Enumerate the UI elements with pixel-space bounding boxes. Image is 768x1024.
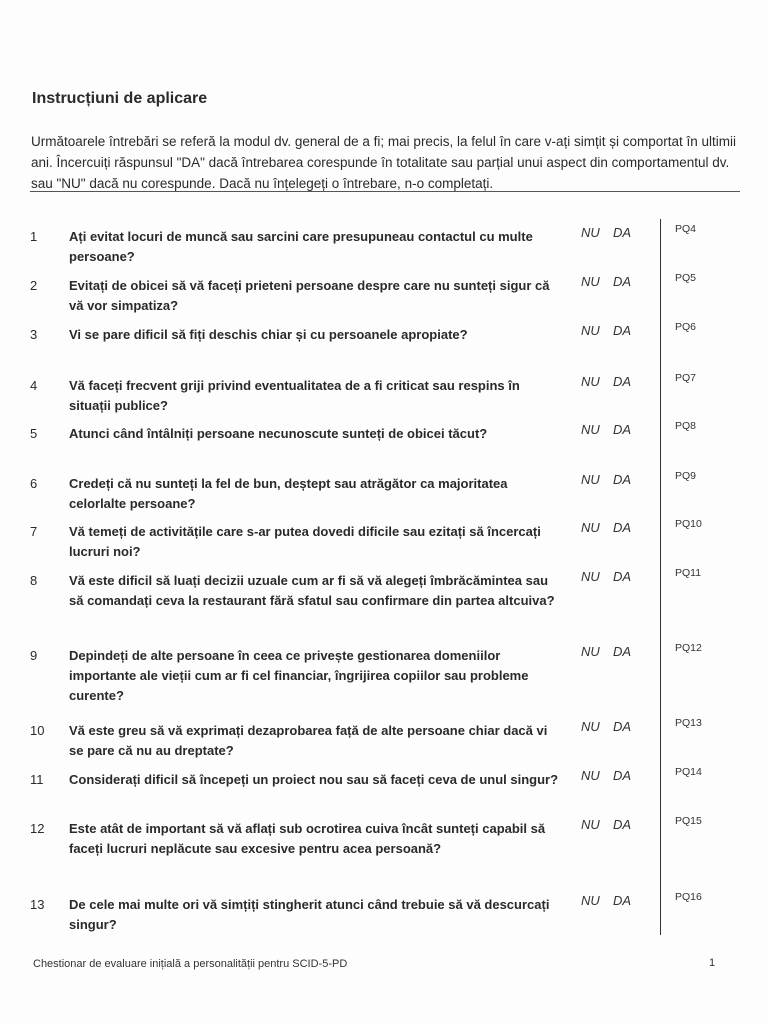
answer-nu[interactable]: NU [581, 719, 600, 734]
question-text: Vă este greu să vă exprimați dezaprobarea față de alte persoane chiar dacă vi se pare că nu au dreptate? [69, 723, 548, 758]
answer-nu[interactable]: NU [581, 644, 600, 659]
question-number: 8 [30, 573, 38, 588]
answer-nu[interactable]: NU [581, 569, 600, 584]
question-text: Evitați de obicei să vă faceți prieteni persoane despre care nu sunteți sigur că vă vor simpatiza? [69, 278, 550, 313]
question-number: 7 [30, 524, 38, 539]
answer-da[interactable]: DA [613, 893, 632, 908]
page-title: Instrucțiuni de aplicare [32, 90, 208, 107]
answer-nu[interactable]: NU [581, 893, 600, 908]
question-number: 11 [30, 772, 44, 787]
question-text: Vă temeți de activitățile care s-ar putea dovedi dificile sau ezitați să încercați lucruri noi? [69, 524, 541, 559]
answer-da[interactable]: DA [613, 472, 632, 487]
answer-da[interactable]: DA [613, 274, 632, 289]
answer-nu[interactable]: NU [581, 323, 600, 338]
question-text: Vi se pare dificil să fiți deschis chiar și cu persoanele apropiate? [69, 327, 468, 342]
question-code: PQ15 [675, 815, 702, 827]
question-number: 10 [30, 723, 45, 738]
question-number: 1 [30, 229, 38, 244]
question-code: PQ8 [675, 420, 697, 432]
question-code: PQ11 [675, 567, 702, 579]
question-code: PQ13 [675, 717, 702, 729]
footer-text: Chestionar de evaluare inițială a personalității pentru SCID-5-PD [33, 958, 348, 970]
question-text: Depindeți de alte persoane în ceea ce privește gestionarea domeniilor importante ale vieții cum ar fi cel financiar, îngrijirea copiilor sau probleme curente? [69, 648, 529, 703]
answer-nu[interactable]: NU [581, 472, 600, 487]
question-text: Credeți că nu sunteți la fel de bun, deștept sau atrăgător ca majoritatea celorlalte persoane? [69, 476, 508, 511]
answer-da[interactable]: DA [613, 817, 632, 832]
question-text: Vă faceți frecvent griji privind eventualitatea de a fi criticat sau respins în situații publice? [69, 378, 520, 413]
page-number: 1 [709, 957, 716, 969]
question-text: Ați evitat locuri de muncă sau sarcini care presupuneau contactul cu multe persoane? [69, 229, 533, 264]
answer-da[interactable]: DA [613, 719, 632, 734]
answer-da[interactable]: DA [613, 323, 632, 338]
header-divider [30, 191, 740, 192]
answer-da[interactable]: DA [613, 569, 632, 584]
question-number: 13 [30, 897, 45, 912]
question-code: PQ14 [675, 766, 702, 778]
code-column-divider [660, 219, 661, 935]
answer-nu[interactable]: NU [581, 768, 600, 783]
question-code: PQ6 [675, 321, 697, 333]
answer-nu[interactable]: NU [581, 374, 600, 389]
question-code: PQ7 [675, 372, 697, 384]
question-code: PQ16 [675, 891, 702, 903]
question-code: PQ9 [675, 470, 697, 482]
question-text: De cele mai multe ori vă simțiți stingherit atunci când trebuie să vă descurcați singur? [69, 897, 550, 932]
question-code: PQ5 [675, 272, 697, 284]
question-number: 6 [30, 476, 38, 491]
answer-da[interactable]: DA [613, 374, 632, 389]
answer-da[interactable]: DA [613, 520, 632, 535]
answer-da[interactable]: DA [613, 768, 632, 783]
question-number: 12 [30, 821, 45, 836]
question-text: Atunci când întâlniți persoane necunoscute sunteți de obicei tăcut? [69, 426, 488, 441]
question-text: Este atât de important să vă aflați sub ocrotirea cuiva încât sunteți capabil să faceți lucruri neplăcute sau excesive pentru acea persoană? [69, 821, 546, 856]
answer-nu[interactable]: NU [581, 520, 600, 535]
question-text: Vă este dificil să luați decizii uzuale cum ar fi să vă alegeți îmbrăcămintea sau să comandați ceva la restaurant fără sfatul sau confirmare din partea altcuiva? [69, 573, 555, 608]
answer-nu[interactable]: NU [581, 422, 600, 437]
question-text: Considerați dificil să începeți un proiect nou sau să faceți ceva de unul singur? [69, 772, 559, 787]
question-number: 3 [30, 327, 38, 342]
instructions-paragraph: Următoarele întrebări se referă la modul dv. general de a fi; mai precis, la felul în care v-ați simțit și comportat în ultimii ani. Încercuiți răspunsul "DA" dacă întrebarea corespunde în totalitate sau parțial unui aspect din comportamentul dv. sau "NU" dacă nu corespunde. Dacă nu înțelegeți o întrebare, n-o completați. [31, 134, 737, 191]
question-number: 5 [30, 426, 38, 441]
question-code: PQ12 [675, 642, 702, 654]
question-number: 2 [30, 278, 38, 293]
question-number: 4 [30, 378, 38, 393]
answer-nu[interactable]: NU [581, 274, 600, 289]
answer-da[interactable]: DA [613, 225, 632, 240]
question-number: 9 [30, 648, 38, 663]
answer-da[interactable]: DA [613, 422, 632, 437]
answer-nu[interactable]: NU [581, 817, 600, 832]
question-code: PQ4 [675, 223, 697, 235]
question-code: PQ10 [675, 518, 702, 530]
answer-da[interactable]: DA [613, 644, 632, 659]
answer-nu[interactable]: NU [581, 225, 600, 240]
